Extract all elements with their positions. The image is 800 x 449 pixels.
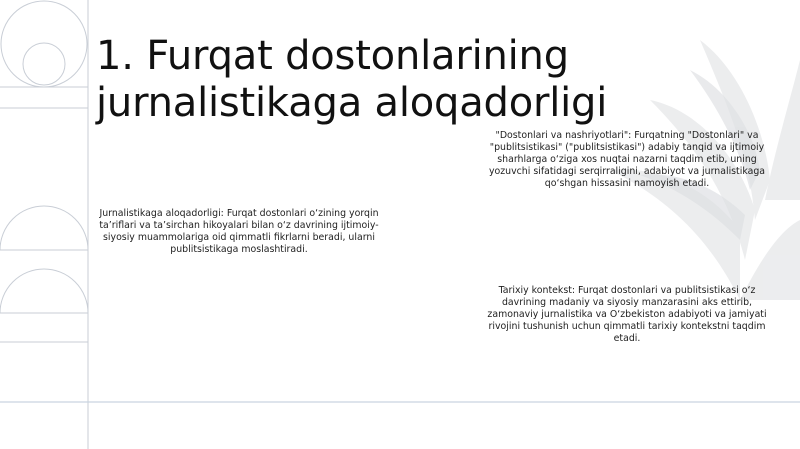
slide-title: 1. Furqat dostonlarining jurnalistikaga aloqadorligi bbox=[96, 32, 608, 126]
text-block-jurnalistika: Jurnalistikaga aloqadorligi: Furqat dostonlari o‘zining yorqin ta’riflari va ta’sirchan hikoyalari bilan o‘z davrining ijtimoiy-siyosiy muammolariga oid qimmatli fikrlarni beradi, ularni publitsistikaga moslashtiradi. bbox=[99, 208, 379, 255]
text-block-dostonlari: "Dostonlari va nashriyotlari": Furqatning "Dostonlari" va "publitsistikasi" ("publitsistikasi") adabiy tanqid va ijtimoiy sharhlarga o‘ziga xos nuqtai nazarni taqdim etib, uning yozuvchi sifatidagi serqirraligini, adabiyot va jurnalistikaga qo‘shgan hissasini namoyish etadi. bbox=[488, 130, 766, 189]
text-block-tarixiy-kontekst: Tarixiy kontekst: Furqat dostonlari va publitsistikasi o‘z davrining madaniy va siyosiy manzarasini aks ettirib, zamonaviy jurnalistika va O‘zbekiston adabiyoti va jamiyati rivojini tushunish uchun qimmatli tarixiy kontekstni taqdim etadi. bbox=[487, 285, 767, 344]
